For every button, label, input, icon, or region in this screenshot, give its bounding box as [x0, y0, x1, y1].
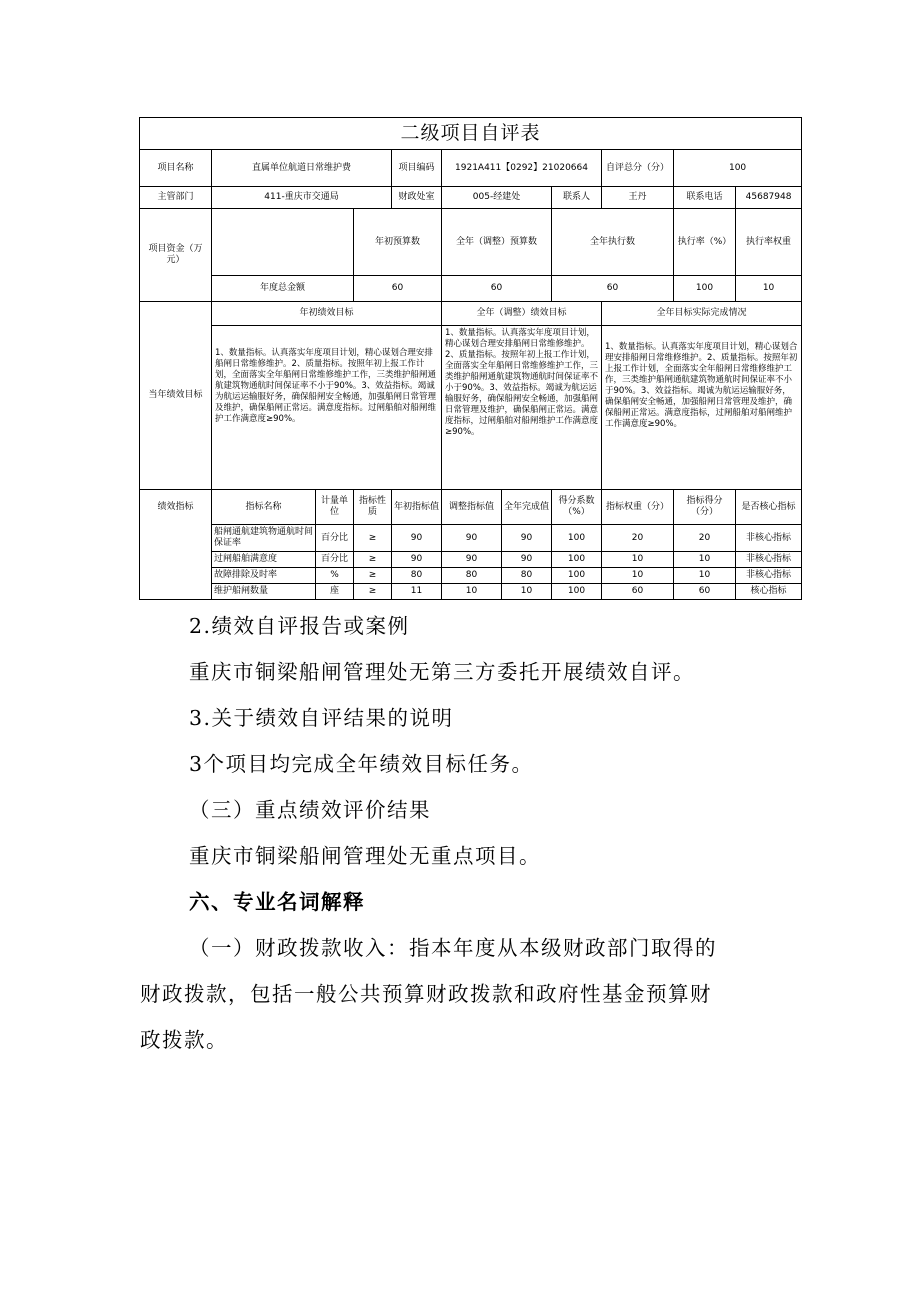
funds-value-rate: 100	[674, 276, 736, 302]
indicator-header: 调整指标值	[442, 490, 502, 525]
goals-text-actual: 1、数量指标。认真落实年度项目计划，精心谋划合理安排船闸日常维修维护。2、质量指标。按照年初上报工作计划，全面落实全年船闸日常维修维护工作，三类维护船闸通航建筑物通航时间保证率不小于90%。3、效益指标。竭诚为航运运输服好务，确保船闸安全畅通，加强船闸日常管理及维护，确保船闸正常运。满意度指标，过闸船舶对船闸维护工作满意度≥90%。	[602, 326, 802, 490]
contact-label: 联系人	[552, 187, 602, 209]
paragraph-glossary-line1: （一）财政拨款收入：指本年度从本级财政部门取得的	[189, 936, 717, 960]
table-row	[140, 525, 802, 552]
section-heading-glossary: 六、专业名词解释	[189, 890, 365, 914]
table-row	[140, 568, 802, 584]
indicator-header: 全年完成值	[502, 490, 552, 525]
paragraph-heading-key-results: （三）重点绩效评价结果	[189, 798, 431, 822]
paragraph-key-results-text: 重庆市铜梁船闸管理处无重点项目。	[189, 844, 541, 868]
indicator-header: 指标权重（分）	[602, 490, 674, 525]
table-row	[140, 584, 802, 600]
indicator-unit: 百分比	[316, 525, 354, 552]
indicator-completed: 90	[502, 552, 552, 568]
indicator-name: 船闸通航建筑物通航时间保证率	[212, 525, 316, 552]
dept-value: 411-重庆市交通局	[212, 187, 392, 209]
funds-value-initial: 60	[354, 276, 442, 302]
indicator-score: 10	[674, 568, 736, 584]
indicator-weight: 10	[602, 552, 674, 568]
indicator-core: 非核心指标	[736, 552, 802, 568]
table-title: 二级项目自评表	[140, 118, 802, 150]
funds-value-adjusted: 60	[442, 276, 552, 302]
indicator-unit: %	[316, 568, 354, 584]
indicator-initial: 80	[392, 568, 442, 584]
funds-header-rate: 执行率（%）	[674, 209, 736, 276]
funds-value-executed: 60	[552, 276, 674, 302]
funds-row-label: 年度总金额	[212, 276, 354, 302]
indicator-header: 指标名称	[212, 490, 316, 525]
indicator-nature: ≥	[354, 552, 392, 568]
funds-header-executed: 全年执行数	[552, 209, 674, 276]
indicator-adjusted: 90	[442, 552, 502, 568]
indicator-nature: ≥	[354, 568, 392, 584]
paragraph-heading-explanation: 3.关于绩效自评结果的说明	[189, 706, 454, 730]
goals-text-adjusted: 1、数量指标。认真落实年度项目计划，精心谋划合理安排船闸日常维修维护。2、质量指标。按照年初上报工作计划，全面落实全年船闸日常维修维护工作，三类维护船闸通航建筑物通航时间保证率不小于90%。3、效益指标。竭诚为航运运输服好务，确保船闸安全畅通，加强船闸日常管理及维护，确保船闸正常运。满意度指标，过闸船舶对船闸维护工作满意度≥90%。	[442, 326, 602, 490]
goals-header-actual: 全年目标实际完成情况	[602, 302, 802, 326]
indicator-unit: 百分比	[316, 552, 354, 568]
indicator-nature: ≥	[354, 525, 392, 552]
indicator-initial: 11	[392, 584, 442, 600]
dept-label: 主管部门	[140, 187, 212, 209]
indicator-completed: 10	[502, 584, 552, 600]
indicator-header: 年初指标值	[392, 490, 442, 525]
indicator-coefficient: 100	[552, 525, 602, 552]
project-name-label: 项目名称	[140, 150, 212, 187]
self-evaluation-table-wrapper	[139, 117, 801, 600]
total-score-label: 自评总分（分）	[602, 150, 674, 187]
indicator-header: 得分系数（%）	[552, 490, 602, 525]
funds-label: 项目资金（万元）	[140, 209, 212, 302]
table-row	[140, 552, 802, 568]
indicator-header: 指标得分（分）	[674, 490, 736, 525]
contact-value: 王丹	[602, 187, 674, 209]
indicator-initial: 90	[392, 525, 442, 552]
indicator-unit: 座	[316, 584, 354, 600]
indicator-coefficient: 100	[552, 584, 602, 600]
paragraph-glossary-line3: 政拨款。	[140, 1028, 228, 1052]
indicator-coefficient: 100	[552, 552, 602, 568]
indicator-adjusted: 90	[442, 525, 502, 552]
indicator-adjusted: 10	[442, 584, 502, 600]
finance-label: 财政处室	[392, 187, 442, 209]
indicator-core: 非核心指标	[736, 568, 802, 584]
goals-header-initial: 年初绩效目标	[212, 302, 442, 326]
indicator-weight: 20	[602, 525, 674, 552]
indicator-core: 核心指标	[736, 584, 802, 600]
indicator-coefficient: 100	[552, 568, 602, 584]
indicator-header: 是否核心指标	[736, 490, 802, 525]
indicator-score: 60	[674, 584, 736, 600]
project-code-label: 项目编码	[392, 150, 442, 187]
funds-header-weight: 执行率权重	[736, 209, 802, 276]
indicator-score: 10	[674, 552, 736, 568]
indicator-name: 过闸船舶满意度	[212, 552, 316, 568]
indicator-weight: 10	[602, 568, 674, 584]
indicator-adjusted: 80	[442, 568, 502, 584]
indicator-score: 20	[674, 525, 736, 552]
goals-text-initial: 1、数量指标。认真落实年度项目计划，精心谋划合理安排船闸日常维修维护。2、质量指标。按照年初上报工作计划，全面落实全年船闸日常维修维护工作，三类维护船闸通航建筑物通航时间保证率不小于90%。3、效益指标。竭诚为航运运输服好务，确保船闸安全畅通，加强船闸日常管理及维护，确保船闸正常运。满意度指标。过闸船舶对船闸维护工作满意度≥90%。	[212, 326, 442, 490]
self-evaluation-table	[139, 117, 802, 600]
indicator-name: 故障排除及时率	[212, 568, 316, 584]
funds-header-initial: 年初预算数	[354, 209, 442, 276]
indicator-completed: 90	[502, 525, 552, 552]
goals-header-adjusted: 全年（调整）绩效目标	[442, 302, 602, 326]
paragraph-report-text: 重庆市铜梁船闸管理处无第三方委托开展绩效自评。	[189, 660, 695, 684]
indicator-core: 非核心指标	[736, 525, 802, 552]
funds-blank-header	[212, 209, 354, 276]
funds-header-adjusted: 全年（调整）预算数	[442, 209, 552, 276]
paragraph-explanation-text: 3个项目均完成全年绩效目标任务。	[189, 752, 534, 776]
indicator-weight: 60	[602, 584, 674, 600]
paragraph-glossary-line2: 财政拨款，包括一般公共预算财政拨款和政府性基金预算财	[140, 982, 712, 1006]
goals-label: 当年绩效目标	[140, 302, 212, 490]
indicator-header: 计量单位	[316, 490, 354, 525]
total-score-value: 100	[674, 150, 802, 187]
project-code-value: 1921A411【0292】21020664	[442, 150, 602, 187]
indicator-name: 维护船闸数量	[212, 584, 316, 600]
funds-value-weight: 10	[736, 276, 802, 302]
phone-value: 45687948	[736, 187, 802, 209]
project-name-value: 直属单位航道日常维护费	[212, 150, 392, 187]
paragraph-heading-report: 2.绩效自评报告或案例	[189, 614, 410, 638]
indicator-initial: 90	[392, 552, 442, 568]
indicator-completed: 80	[502, 568, 552, 584]
indicator-nature: ≥	[354, 584, 392, 600]
indicator-header: 指标性质	[354, 490, 392, 525]
finance-value: 005-经建处	[442, 187, 552, 209]
phone-label: 联系电话	[674, 187, 736, 209]
indicators-label: 绩效指标	[140, 490, 212, 600]
